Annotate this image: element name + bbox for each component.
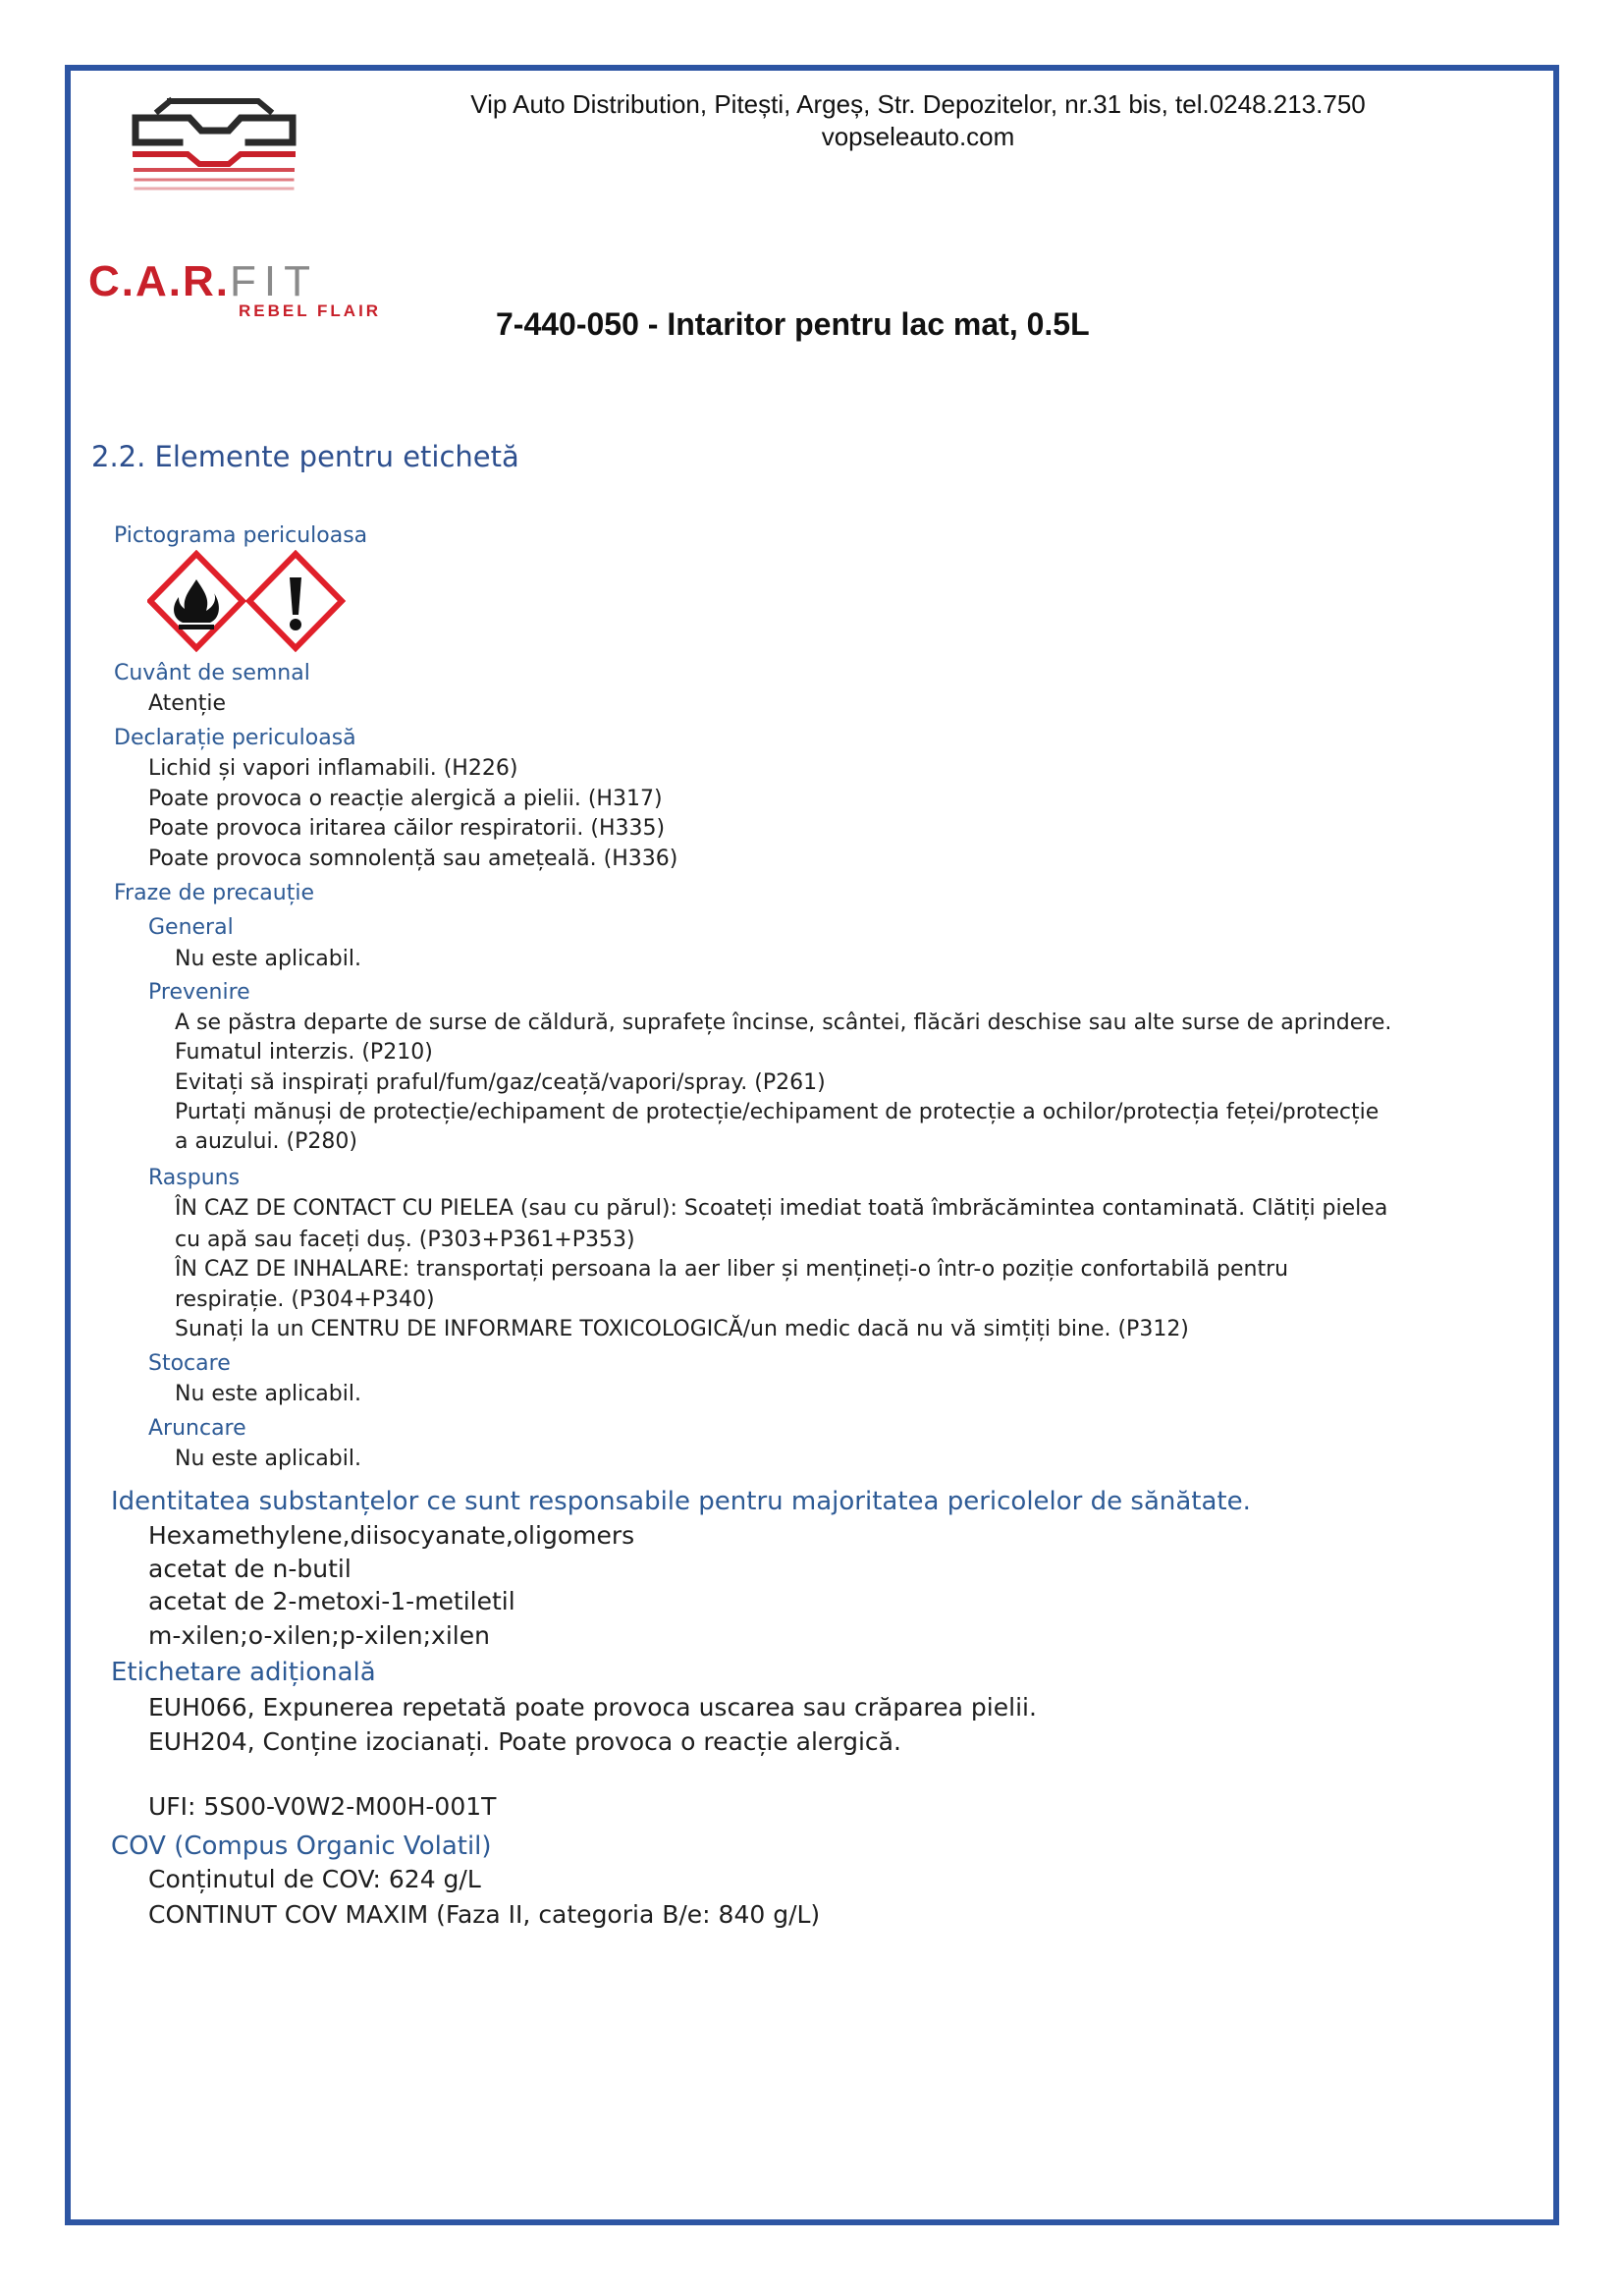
additional-labeling-line: EUH204, Conține izocianați. Poate provoca o reacție alergică. bbox=[148, 1727, 901, 1756]
disposal-heading: Aruncare bbox=[148, 1416, 246, 1441]
cov-line: Conținutul de COV: 624 g/L bbox=[148, 1865, 481, 1893]
cov-heading: COV (Compus Organic Volatil) bbox=[111, 1831, 492, 1861]
cov-line: CONTINUT COV MAXIM (Faza II, categoria B/e: 840 g/L) bbox=[148, 1900, 821, 1929]
document-title: 7-440-050 - Intaritor pentru lac mat, 0.5L bbox=[496, 306, 1090, 342]
hazard-pictograms bbox=[147, 550, 353, 656]
response-heading: Raspuns bbox=[148, 1166, 241, 1190]
exclamation-icon bbox=[249, 554, 342, 648]
prevention-line: Evitați să inspirați praful/fum/gaz/ceață/vapori/spray. (P261) bbox=[175, 1070, 826, 1095]
hazard-statement: Lichid și vapori inflamabili. (H226) bbox=[148, 756, 518, 781]
company-website: vopseleauto.com bbox=[821, 122, 1015, 151]
signal-word: Atenție bbox=[148, 691, 227, 716]
flame-icon bbox=[150, 554, 243, 648]
storage-text: Nu este aplicabil. bbox=[175, 1382, 361, 1406]
signal-word-heading: Cuvânt de semnal bbox=[114, 661, 310, 685]
response-line: ÎN CAZ DE INHALARE: transportați persoana la aer liber și mențineți-o într-o poziție confortabilă pentru bbox=[175, 1257, 1289, 1282]
company-address: Vip Auto Distribution, Pitești, Argeș, Str. Depozitelor, nr.31 bis, tel.0248.213.750 bbox=[470, 89, 1366, 119]
prevention-line: Purtați mănuși de protecție/echipament de protecție/echipament de protecție a ochilor/protecția feței/protecție bbox=[175, 1100, 1380, 1124]
pictogram-heading: Pictograma periculoasa bbox=[114, 523, 368, 548]
hazard-statement: Poate provoca somnolență sau amețeală. (H336) bbox=[148, 847, 678, 871]
general-text: Nu este aplicabil. bbox=[175, 947, 361, 971]
identity-substance: m-xilen;o-xilen;p-xilen;xilen bbox=[148, 1621, 490, 1650]
additional-labeling-heading: Etichetare adițională bbox=[111, 1658, 376, 1687]
hazard-statement: Poate provoca o reacție alergică a pielii. (H317) bbox=[148, 787, 663, 811]
carfit-logo-icon bbox=[131, 93, 298, 196]
response-line: respirație. (P304+P340) bbox=[175, 1287, 435, 1312]
ufi-code: UFI: 5S00-V0W2-M00H-001T bbox=[148, 1792, 497, 1821]
general-heading: General bbox=[148, 915, 234, 940]
carfit-logo-text bbox=[88, 257, 393, 326]
storage-heading: Stocare bbox=[148, 1351, 231, 1376]
precaution-heading: Fraze de precauție bbox=[114, 881, 315, 905]
hazard-statement: Poate provoca iritarea căilor respiratorii. (H335) bbox=[148, 816, 666, 841]
section-title: 2.2. Elemente pentru etichetă bbox=[91, 440, 519, 473]
additional-labeling-line: EUH066, Expunerea repetată poate provoca uscarea sau crăparea pielii. bbox=[148, 1693, 1037, 1722]
logo-tagline: REBEL FLAIR bbox=[239, 301, 382, 320]
response-line: cu apă sau faceți duș. (P303+P361+P353) bbox=[175, 1228, 635, 1252]
prevention-line: A se păstra departe de surse de căldură, suprafețe încinse, scântei, flăcări deschise sau alte surse de aprindere. bbox=[175, 1011, 1392, 1035]
prevention-line: Fumatul interzis. (P210) bbox=[175, 1040, 433, 1065]
identity-substance: Hexamethylene,diisocyanate,oligomers bbox=[148, 1521, 635, 1550]
prevention-line: a auzului. (P280) bbox=[175, 1129, 357, 1154]
hazard-statement-heading: Declarație periculoasă bbox=[114, 726, 356, 750]
company-header bbox=[412, 88, 1424, 153]
response-line: Sunați la un CENTRU DE INFORMARE TOXICOLOGICĂ/un medic dacă nu vă simțiți bine. (P312) bbox=[175, 1317, 1189, 1341]
response-line: ÎN CAZ DE CONTACT CU PIELEA (sau cu părul): Scoateți imediat toată îmbrăcămintea contaminată. Clătiți pielea bbox=[175, 1196, 1388, 1221]
prevention-heading: Prevenire bbox=[148, 980, 250, 1005]
logo-wordmark: C.A.R.FIT bbox=[88, 257, 318, 305]
identity-heading: Identitatea substanțelor ce sunt responsabile pentru majoritatea pericolelor de sănătate. bbox=[111, 1487, 1251, 1516]
disposal-text: Nu este aplicabil. bbox=[175, 1447, 361, 1471]
identity-substance: acetat de 2-metoxi-1-metiletil bbox=[148, 1587, 515, 1615]
identity-substance: acetat de n-butil bbox=[148, 1555, 352, 1583]
